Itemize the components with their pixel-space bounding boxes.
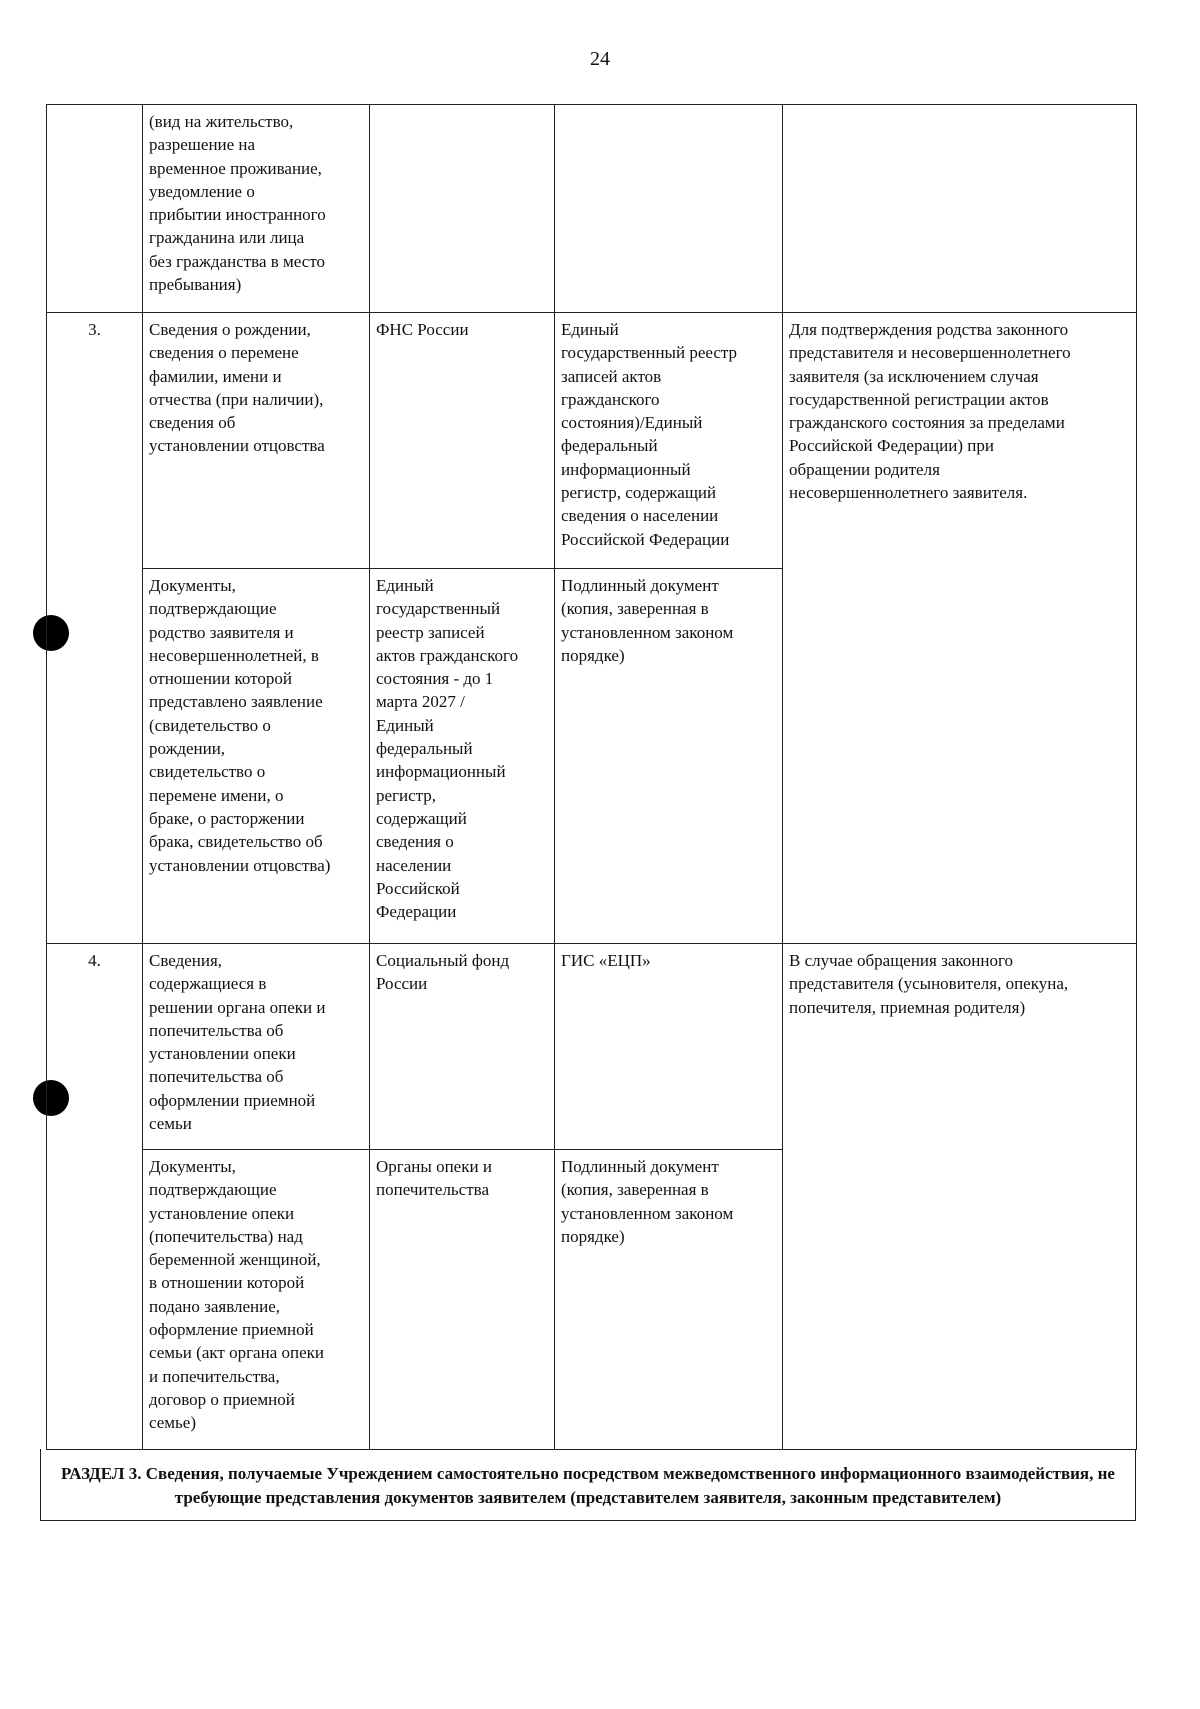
system-cell: Единый государственный реестр записей актов гражданского состояния)/Единый федеральный информационный регистр, содержащий сведения о населении Российской Федерации xyxy=(555,313,783,569)
source-cell: Социальный фонд России xyxy=(370,944,555,1150)
note-cell: Для подтверждения родства законного представителя и несовершеннолетнего заявителя (за исключением случая государственной регистрации актов гражданского состояния за пределами Российской Федерации) при обращении родителя несовершеннолетнего заявителя. xyxy=(783,313,1137,944)
page-number: 24 xyxy=(590,48,610,70)
system-cell: Подлинный документ (копия, заверенная в установленном законом порядке) xyxy=(555,1150,783,1450)
row-number-cell: 4. xyxy=(47,944,143,1450)
system-cell xyxy=(555,105,783,313)
note-cell xyxy=(783,105,1137,313)
source-cell: Единый государственный реестр записей актов гражданского состояния - до 1 марта 2027 / Единый федеральный информационный регистр, содержащий сведения о населении Российской Федерации xyxy=(370,569,555,944)
source-cell xyxy=(370,105,555,313)
row-number-cell: 3. xyxy=(47,313,143,944)
info-cell: Документы, подтверждающие установление опеки (попечительства) над беременной женщиной, в отношении которой подано заявление, оформление приемной семьи (акт органа опеки и попечительства, договор о приемной семье) xyxy=(143,1150,370,1450)
section-3-heading-text: РАЗДЕЛ 3. Сведения, получаемые Учреждением самостоятельно посредством межведомственного информационного взаимодействия, не требующие представления документов заявителем (представителем заявителя, законным представителем) xyxy=(61,1464,1115,1507)
table-row xyxy=(47,944,1137,1150)
info-cell: Документы, подтверждающие родство заявителя и несовершеннолетней, в отношении которой представлено заявление (свидетельство о рождении, свидетельство о перемене имени, о браке, о расторжении брака, свидетельство об установлении отцовства) xyxy=(143,569,370,944)
section-3-heading xyxy=(40,1449,1136,1521)
info-cell: (вид на жительство, разрешение на временное проживание, уведомление о прибытии иностранного гражданина или лица без гражданства в место пребывания) xyxy=(143,105,370,313)
info-cell: Сведения, содержащиеся в решении органа опеки и попечительства об установлении опеки попечительства об оформлении приемной семьи xyxy=(143,944,370,1150)
note-cell: В случае обращения законного представителя (усыновителя, опекуна, попечителя, приемная родителя) xyxy=(783,944,1137,1450)
table-row xyxy=(47,313,1137,569)
row-number-cell xyxy=(47,105,143,313)
system-cell: ГИС «ЕЦП» xyxy=(555,944,783,1150)
source-cell: ФНС России xyxy=(370,313,555,569)
table-row xyxy=(47,105,1137,313)
documents-table xyxy=(46,104,1137,1450)
info-cell: Сведения о рождении, сведения о перемене фамилии, имени и отчества (при наличии), сведения об установлении отцовства xyxy=(143,313,370,569)
source-cell: Органы опеки и попечительства xyxy=(370,1150,555,1450)
system-cell: Подлинный документ (копия, заверенная в установленном законом порядке) xyxy=(555,569,783,944)
